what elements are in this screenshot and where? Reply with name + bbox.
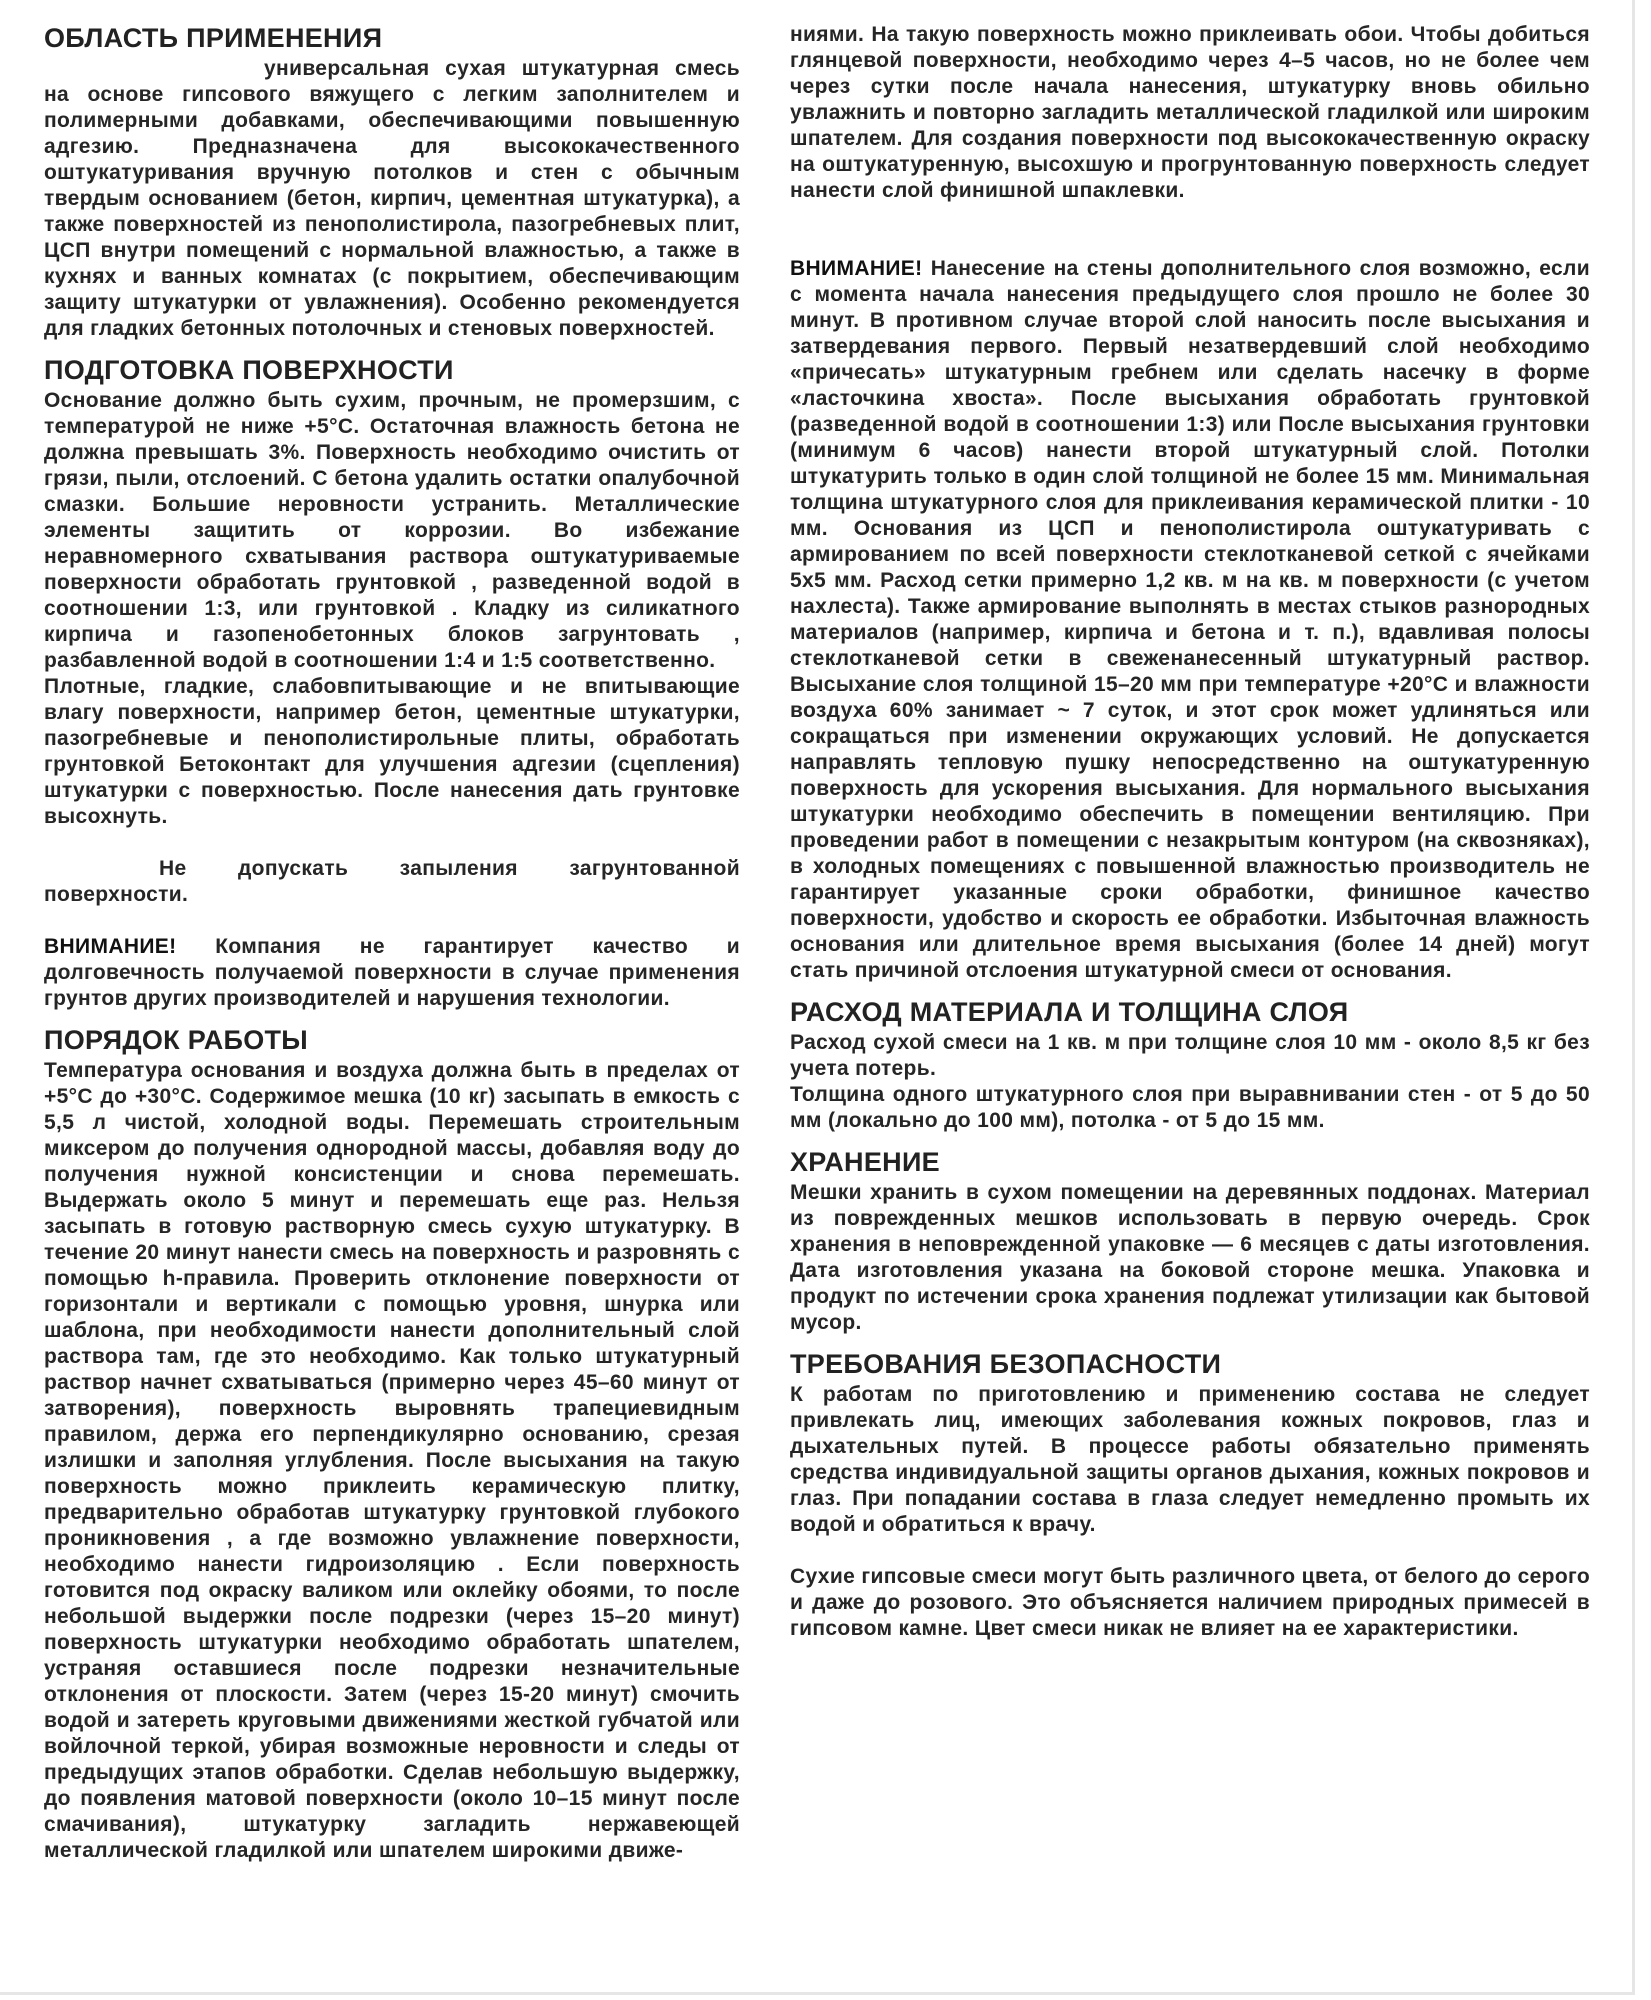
paragraph-warning-layers: [790, 256, 1590, 984]
paragraph-procedure-continued: ниями. На такую поверхность можно приклеивать обои. Чтобы добиться глянцевой поверхности, необходимо через 4–5 часов, но не более чем через сутки после начала нанесения, штукатурку вновь обильно увлажнить и повторно загладить металлической гладилкой или широким шпателем. Для создания поверхности под высококачественную окраску на оштукатуренную, высохшую и прогрунтованную поверхность следует нанести слой финишной шпаклевки.: [790, 23, 1590, 202]
paragraph-procedure: Температура основания и воздуха должна быть в пределах от +5°С до +30°С. Содержимое мешка (10 кг) засыпать в емкость с 5,5 л чистой, холодной воды. Перемешать строительным миксером до получения однородной массы, добавляя воду до получения нужной консистенции и снова перемешать. Выдержать около 5 минут и перемешать еще раз. Нельзя засыпать в готовую растворную смесь сухую штукатурку. В течение 20 минут нанести смесь на поверхность и разровнять с помощью h-правила. Проверить отклонение поверхности от горизонтали и вертикали с помощью уровня, шнурка или шаблона, при необходимости нанести дополнительный слой раствора там, где это необходимо. Как только штукатурный раствор начнет схватываться (примерно через 45–60 минут от затворения), поверхность выровнять трапециевидным правилом, держа его перпендикулярно основанию, срезая излишки и заполняя углубления. После высыхания на такую поверхность можно приклеить керамическую плитку, предварительно обработав штукатурку грунтовкой глубокого проникновения , а где возможно увлажнение поверхности, необходимо нанести гидроизоляцию . Если поверхность готовится под окраску валиком или оклейку обоями, то после небольшой выдержки после подрезки (через 15–20 минут) поверхность штукатурки необходимо обработать шпателем, устраняя оставшиеся после подрезки незначительные отклонения от плоскости. Затем (через 15-20 минут) смочить водой и затереть круговыми движениями жесткой губчатой или войлочной теркой, убирая возможные неровности и следы от предыдущих этапов обработки. Сделав небольшую выдержку, до появления матовой поверхности (около 10–15 минут после смачивания), штукатурку загладить нержавеющей металлической гладилкой или шпателем широкими движе-: [44, 1059, 740, 1862]
heading-work-procedure: ПОРЯДОК РАБОТЫ: [44, 1025, 309, 1055]
left-column: [44, 22, 740, 1864]
heading-storage: ХРАНЕНИЕ: [790, 1147, 940, 1177]
paragraph-dense-surfaces: Плотные, гладкие, слабовпитывающие и не впитывающие влагу поверхности, например бетон, цементные штукатурки, пазогребневые и пенополистирольные плиты, обработать грунтовкой Бетоконтакт для улучшения адгезии (сцепления) штукатурки с поверхностью. После нанесения дать грунтовке высохнуть.: [44, 675, 740, 828]
paragraph-thickness: Толщина одного штукатурного слоя при выравнивании стен - от 5 до 50 мм (локально до 100 мм), потолка - от 5 до 15 мм.: [790, 1083, 1590, 1132]
paragraph-preparation: Основание должно быть сухим, прочным, не промерзшим, с температурой не ниже +5°С. Остаточная влажность бетона не должна превышать 3%. Поверхность необходимо очистить от грязи, пыли, отслоений. С бетона удалить остатки опалубочной смазки. Большие неровности устранить. Металлические элементы защитить от коррозии. Во избежание неравномерного схватывания раствора оштукатуриваемые поверхности обработать грунтовкой , разведенной водой в соотношении 1:3, или грунтовкой . Кладку из силикатного кирпича и газопенобетонных блоков загрунтовать , разбавленной водой в соотношении 1:4 и 1:5 соответственно.: [44, 389, 740, 672]
heading-safety: ТРЕБОВАНИЯ БЕЗОПАСНОСТИ: [790, 1349, 1222, 1379]
paragraph-consumption: Расход сухой смеси на 1 кв. м при толщине слоя 10 мм - около 8,5 кг без учета потерь.: [790, 1031, 1590, 1080]
paragraph-warning: [44, 934, 740, 1012]
paragraph-dust-warning: Не допускать запыления загрунтованной поверхности.: [44, 857, 740, 906]
warning-lead: ВНИМАНИЕ!: [790, 257, 923, 280]
heading-consumption: РАСХОД МАТЕРИАЛА И ТОЛЩИНА СЛОЯ: [790, 997, 1349, 1027]
right-column: [790, 22, 1590, 1642]
spacer: [790, 1538, 1590, 1564]
heading-scope: ОБЛАСТЬ ПРИМЕНЕНИЯ: [44, 23, 383, 53]
paragraph-scope: универсальная сухая штукатурная смесь на основе гипсового вяжущего с легким заполнителем и полимерными добавками, обеспечивающими повышенную адгезию. Предназначена для высококачественного оштукатуривания вручную потолков и стен с обычным твердым основанием (бетон, кирпич, цементная штукатурка), а также поверхностей из пенополистирола, пазогребневых плит, ЦСП внутри помещений с нормальной влажностью, а также в кухнях и ванных комнатах (с покрытием, обеспечивающим защиту штукатурки от увлажнения). Особенно рекомендуется для гладких бетонных потолочных и стеновых поверхностей.: [44, 57, 740, 340]
spacer: [790, 204, 1590, 256]
warning-text: Компания не гарантирует качество и долговечность получаемой поверхности в случае применения грунтов других производителей и нарушения технологии.: [44, 935, 740, 1010]
paragraph-color-note: Сухие гипсовые смеси могут быть различного цвета, от белого до серого и даже до розового. Это объясняется наличием природных примесей в гипсовом камне. Цвет смеси никак не влияет на ее характеристики.: [790, 1565, 1590, 1640]
paragraph-safety: К работам по приготовлению и применению состава не следует привлекать лиц, имеющих заболевания кожных покровов, глаз и дыхательных путей. В процессе работы обязательно применять средства индивидуальной защиты органов дыхания, кожных покровов и глаз. При попадании состава в глаза следует немедленно промыть их водой и обратиться к врачу.: [790, 1383, 1590, 1536]
paragraph-storage: Мешки хранить в сухом помещении на деревянных поддонах. Материал из поврежденных мешков использовать в первую очередь. Срок хранения в неповрежденной упаковке — 6 месяцев с даты изготовления. Дата изготовления указана на боковой стороне мешка. Упаковка и продукт по истечении срока хранения подлежат утилизации как бытовой мусор.: [790, 1181, 1590, 1334]
warning-lead: ВНИМАНИЕ!: [44, 935, 177, 958]
warning-text: Нанесение на стены дополнительного слоя возможно, если с момента начала нанесения предыдущего слоя прошло не более 30 минут. В противном случае второй слой наносить после высыхания и затвердевания первого. Первый незатвердевший слой необходимо «причесать» штукатурным гребнем или сделать насечку в форме «ласточкина хвоста». После высыхания обработать грунтовкой (разведенной водой в соотношении 1:3) или После высыхания грунтовки (минимум 6 часов) нанести второй штукатурный слой. Потолки штукатурить только в один слой толщиной не более 15 мм. Минимальная толщина штукатурного слоя для приклеивания керамической плитки - 10 мм. Основания из ЦСП и пенополистирола оштукатуривать с армированием по всей поверхности стеклотканевой сеткой с ячейками 5х5 мм. Расход сетки примерно 1,2 кв. м на кв. м поверхности (с учетом нахлеста). Также армирование выполнять в местах стыков разнородных материалов (например, кирпича и бетона и т. п.), вдавливая полосы стеклотканевой сетки в свеженанесенный штукатурный раствор. Высыхание слоя толщиной 15–20 мм при температуре +20°С и влажности воздуха 60% занимает ~ 7 суток, и этот срок может удлиняться или сокращаться при изменении окружающих условий. Не допускается направлять тепловую пушку непосредственно на оштукатуренную поверхность для ускорения высыхания. Для нормального высыхания штукатурки необходимо обеспечить в помещении вентиляцию. При проведении работ в помещении с незакрытым контуром (на сквозняках), в холодных помещениях с повышенной влажностью производитель не гарантирует указанные сроки обработки, финишное качество поверхности, удобство и скорость ее обработки. Избыточная влажность основания или длительное время высыхания (более 14 дней) могут стать причиной отслоения штукатурной смеси от основания.: [790, 257, 1590, 982]
spacer: [44, 908, 740, 934]
heading-surface-preparation: ПОДГОТОВКА ПОВЕРХНОСТИ: [44, 355, 454, 385]
spacer: [44, 830, 740, 856]
